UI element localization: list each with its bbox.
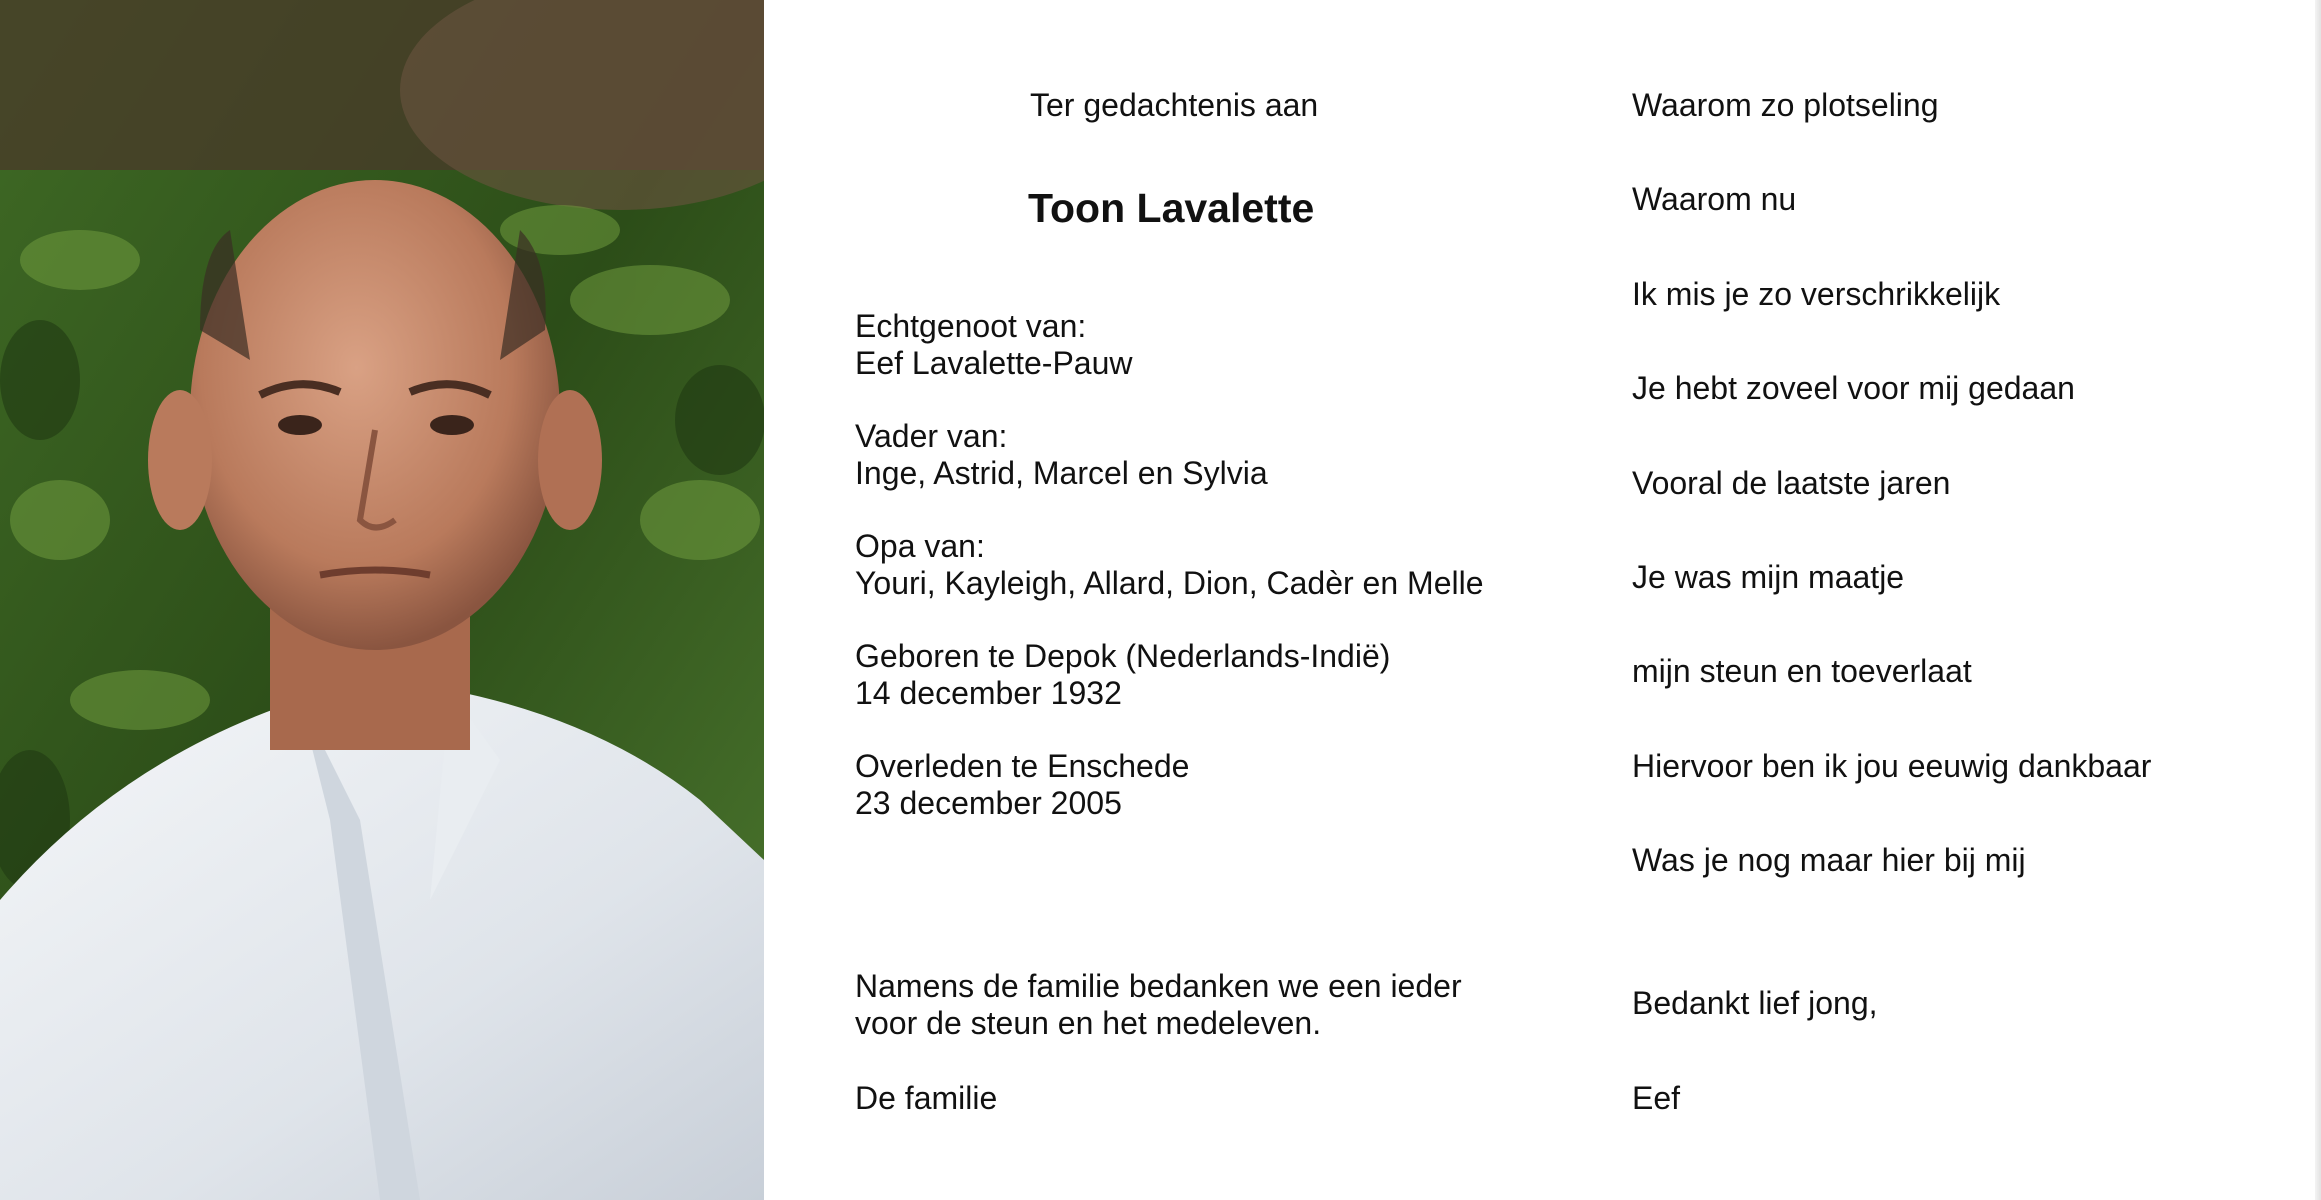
thanks-line-1: Namens de familie bedanken we een ieder [855,968,1462,1004]
birth-place: Geboren te Depok (Nederlands-Indië) [855,638,1391,674]
poem-line: Waarom zo plotseling [1632,87,1939,123]
death-place: Overleden te Enschede [855,748,1190,784]
thanks-line-2: voor de steun en het medeleven. [855,1005,1322,1041]
birth-block [855,638,1390,712]
poem-line: mijn steun en toeverlaat [1632,653,1972,689]
grandfather-label: Opa van: [855,528,985,564]
family-signature: De familie [855,1080,998,1116]
death-block [855,748,1189,822]
portrait-illustration [0,0,764,1200]
poem-line: Waarom nu [1632,181,1797,217]
closing-line: Bedankt lief jong, [1632,985,1878,1021]
grandchildren-block [855,528,1484,602]
memorial-card-text [764,0,2321,1200]
portrait-photo [0,0,764,1200]
poem-line: Ik mis je zo verschrikkelijk [1632,276,2001,312]
poem-line: Hiervoor ben ik jou eeuwig dankbaar [1632,748,2152,784]
birth-date: 14 december 1932 [855,675,1122,711]
poem-line: Je was mijn maatje [1632,559,1905,595]
spouse-block [855,308,1133,382]
thanks-block [855,968,1462,1042]
spouse-label: Echtgenoot van: [855,308,1087,344]
poem-line: Je hebt zoveel voor mij gedaan [1632,370,2075,406]
spouse-name: Eef Lavalette-Pauw [855,345,1133,381]
poem-line: Vooral de laatste jaren [1632,465,1951,501]
memorial-heading: Ter gedachtenis aan [1030,87,1319,123]
deceased-name: Toon Lavalette [1028,185,1315,231]
death-date: 23 december 2005 [855,785,1122,821]
father-label: Vader van: [855,418,1008,454]
children-block [855,418,1268,492]
spouse-signature: Eef [1632,1080,1681,1116]
poem-line: Was je nog maar hier bij mij [1632,842,2026,878]
grandchildren-names: Youri, Kayleigh, Allard, Dion, Cadèr en Melle [855,565,1484,601]
children-names: Inge, Astrid, Marcel en Sylvia [855,455,1268,491]
card-edge [2315,0,2321,1200]
